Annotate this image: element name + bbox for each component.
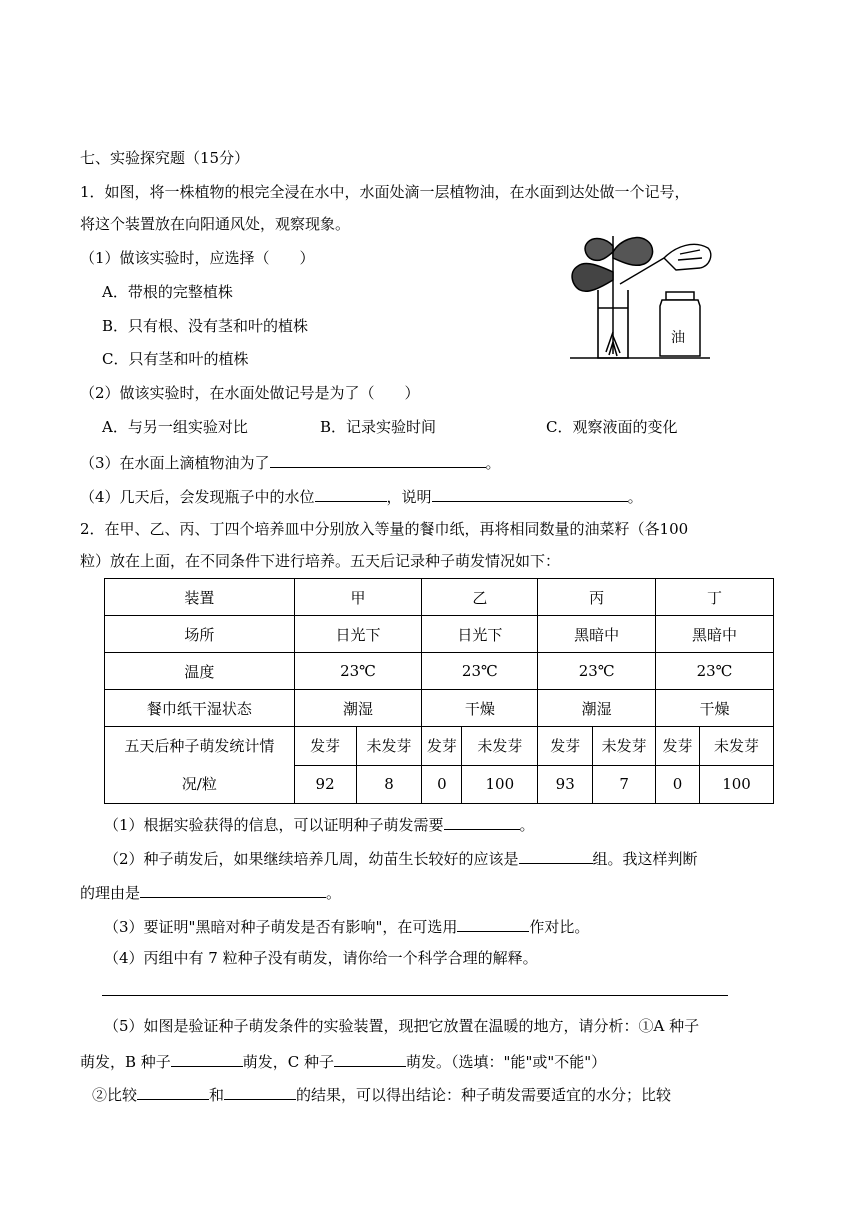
q2-sub1-end: 。: [519, 816, 535, 834]
table-cell: 23℃: [294, 653, 422, 690]
q1-sub4-blank-2[interactable]: [432, 485, 628, 502]
q2-sub2-reason-text: 的理由是: [80, 884, 141, 902]
q2-sub5-blank-compare-1[interactable]: [137, 1083, 209, 1100]
q1-sub4-end: 。: [627, 488, 643, 506]
stat-label-line2: 况/粒: [181, 775, 217, 793]
q2-sub3-end: 作对比。: [529, 918, 590, 936]
table-cell: 潮湿: [538, 690, 656, 727]
table-cell: 92: [294, 765, 356, 804]
table-cell: 干燥: [656, 690, 774, 727]
table-cell: 发芽: [538, 727, 593, 766]
section-title: 七、实验探究题（15分）: [80, 149, 250, 167]
q1-sub2-option-a: A．与另一组实验对比: [102, 418, 248, 436]
q1-sub4-blank-1[interactable]: [315, 485, 387, 502]
q1-sub1: （1）做该实验时，应选择（ ）: [80, 249, 315, 267]
q2-sub5-text-b: 萌发，C 种子: [242, 1053, 335, 1071]
q2-sub5-and-text: 和: [209, 1086, 225, 1104]
q2-sub5-conclusion-text: 的结果，可以得出结论：种子萌发需要适宜的水分；比较: [296, 1086, 672, 1104]
q1-stem-line1: 1．如图，将一株植物的根完全浸在水中，水面处滴一层植物油，在水面到达处做一个记号，: [80, 183, 690, 201]
q2-stem-line2: 粒）放在上面，在不同条件下进行培养。五天后记录种子萌发情况如下：: [80, 552, 561, 570]
q2-sub2-end: 。: [326, 884, 342, 902]
table-cell: 100: [462, 765, 538, 804]
q1-sub3-text: （3）在水面上滴植物油为了: [80, 454, 270, 472]
table-cell: 8: [356, 765, 422, 804]
table-cell: 7: [593, 765, 656, 804]
oil-bottle-icon: [660, 292, 700, 356]
table-cell: 日光下: [294, 616, 422, 653]
q2-sub3: [104, 915, 589, 937]
q1-sub4-mid: ，说明: [386, 488, 432, 506]
table-row: [105, 690, 774, 727]
table-cell: 23℃: [656, 653, 774, 690]
q2-sub1: [104, 813, 535, 835]
q2-sub3-text: （3）要证明"黑暗对种子萌发是否有影响"，在可选用: [104, 918, 458, 936]
q1-sub2-option-c: C．观察液面的变化: [546, 418, 678, 436]
table-row: [105, 653, 774, 690]
table-cell: 干燥: [422, 690, 538, 727]
q2-sub2-line2: [80, 881, 341, 903]
table-row: [105, 727, 774, 766]
table-cell: 未发芽: [462, 727, 538, 766]
q2-sub5-compare-text: ②比较: [92, 1086, 138, 1104]
oil-label: 油: [671, 330, 685, 346]
table-cell: 93: [538, 765, 593, 804]
table-cell: 温度: [105, 653, 295, 690]
q2-sub5-blank-b[interactable]: [171, 1050, 243, 1067]
stat-label-line1: 五天后种子萌发统计情: [124, 737, 275, 755]
q2-sub2-mid: 组。我这样判断: [592, 850, 698, 868]
table-cell: 未发芽: [593, 727, 656, 766]
table-cell: 乙: [422, 579, 538, 616]
table-cell: 0: [422, 765, 462, 804]
q2-sub5-line3: [92, 1083, 671, 1105]
q2-sub5-text-c: 萌发。（选填："能"或"不能"）: [406, 1053, 607, 1071]
q1-sub1-option-b: B．只有根、没有茎和叶的植株: [102, 317, 309, 335]
table-cell: 甲: [294, 579, 422, 616]
table-cell: 餐巾纸干湿状态: [105, 690, 295, 727]
q1-sub4: [80, 485, 643, 507]
q2-sub5-blank-compare-2[interactable]: [224, 1083, 296, 1100]
q2-sub5-line1: （5）如图是验证种子萌发条件的实验装置，现把它放置在温暖的地方，请分析：①A 种子: [104, 1017, 700, 1035]
plant-water-figure: [560, 232, 720, 362]
table-cell: 100: [700, 765, 774, 804]
q2-sub1-text: （1）根据实验获得的信息，可以证明种子萌发需要: [104, 816, 444, 834]
q2-sub2-blank-2[interactable]: [140, 881, 326, 898]
q2-sub3-blank[interactable]: [457, 915, 529, 932]
q2-sub2: [104, 847, 698, 869]
table-cell: 场所: [105, 616, 295, 653]
table-cell: 黑暗中: [656, 616, 774, 653]
q1-sub3: [80, 451, 501, 473]
table-cell: 潮湿: [294, 690, 422, 727]
q2-sub2-blank-1[interactable]: [519, 847, 593, 864]
q1-sub2: （2）做该实验时，在水面处做记号是为了（ ）: [80, 384, 420, 402]
table-cell: 发芽: [294, 727, 356, 766]
q2-sub2-text: （2）种子萌发后，如果继续培养几周，幼苗生长较好的应该是: [104, 850, 519, 868]
table-cell: 发芽: [422, 727, 462, 766]
table-cell: 0: [656, 765, 700, 804]
q1-sub1-option-c: C．只有茎和叶的植株: [102, 350, 249, 368]
q1-stem-line2: 将这个装置放在向阳通风处，观察现象。: [80, 215, 351, 233]
table-cell: 23℃: [422, 653, 538, 690]
table-row: [105, 579, 774, 616]
table-cell: 丙: [538, 579, 656, 616]
q1-sub4-text: （4）几天后，会发现瓶子中的水位: [80, 488, 315, 506]
table-cell: 装置: [105, 579, 295, 616]
q1-sub1-option-a: A．带根的完整植株: [102, 283, 233, 301]
table-cell: 发芽: [656, 727, 700, 766]
q2-sub5-text-a: 萌发，B 种子: [80, 1053, 171, 1071]
plant-icon: [572, 236, 653, 356]
table-cell: 黑暗中: [538, 616, 656, 653]
q2-sub5-blank-c[interactable]: [334, 1050, 406, 1067]
q2-sub5-line2: [80, 1050, 606, 1072]
table-cell: 丁: [656, 579, 774, 616]
q2-sub1-blank[interactable]: [444, 813, 520, 830]
table-cell-stat-label: [105, 727, 295, 804]
q2-sub4: （4）丙组中有 7 粒种子没有萌发，请你给一个科学合理的解释。: [104, 949, 538, 967]
table-cell: 未发芽: [700, 727, 774, 766]
q2-sub4-answer-line[interactable]: [102, 995, 728, 996]
table-cell: 日光下: [422, 616, 538, 653]
germination-table: [104, 578, 774, 804]
table-cell: 23℃: [538, 653, 656, 690]
table-cell: 未发芽: [356, 727, 422, 766]
q1-sub3-end: 。: [485, 454, 501, 472]
q1-sub2-option-b: B．记录实验时间: [320, 418, 437, 436]
table-row: [105, 616, 774, 653]
q1-sub3-blank[interactable]: [270, 451, 486, 468]
q2-stem-line1: 2．在甲、乙、丙、丁四个培养皿中分别放入等量的餐巾纸，再将相同数量的油菜籽（各100: [80, 520, 689, 538]
